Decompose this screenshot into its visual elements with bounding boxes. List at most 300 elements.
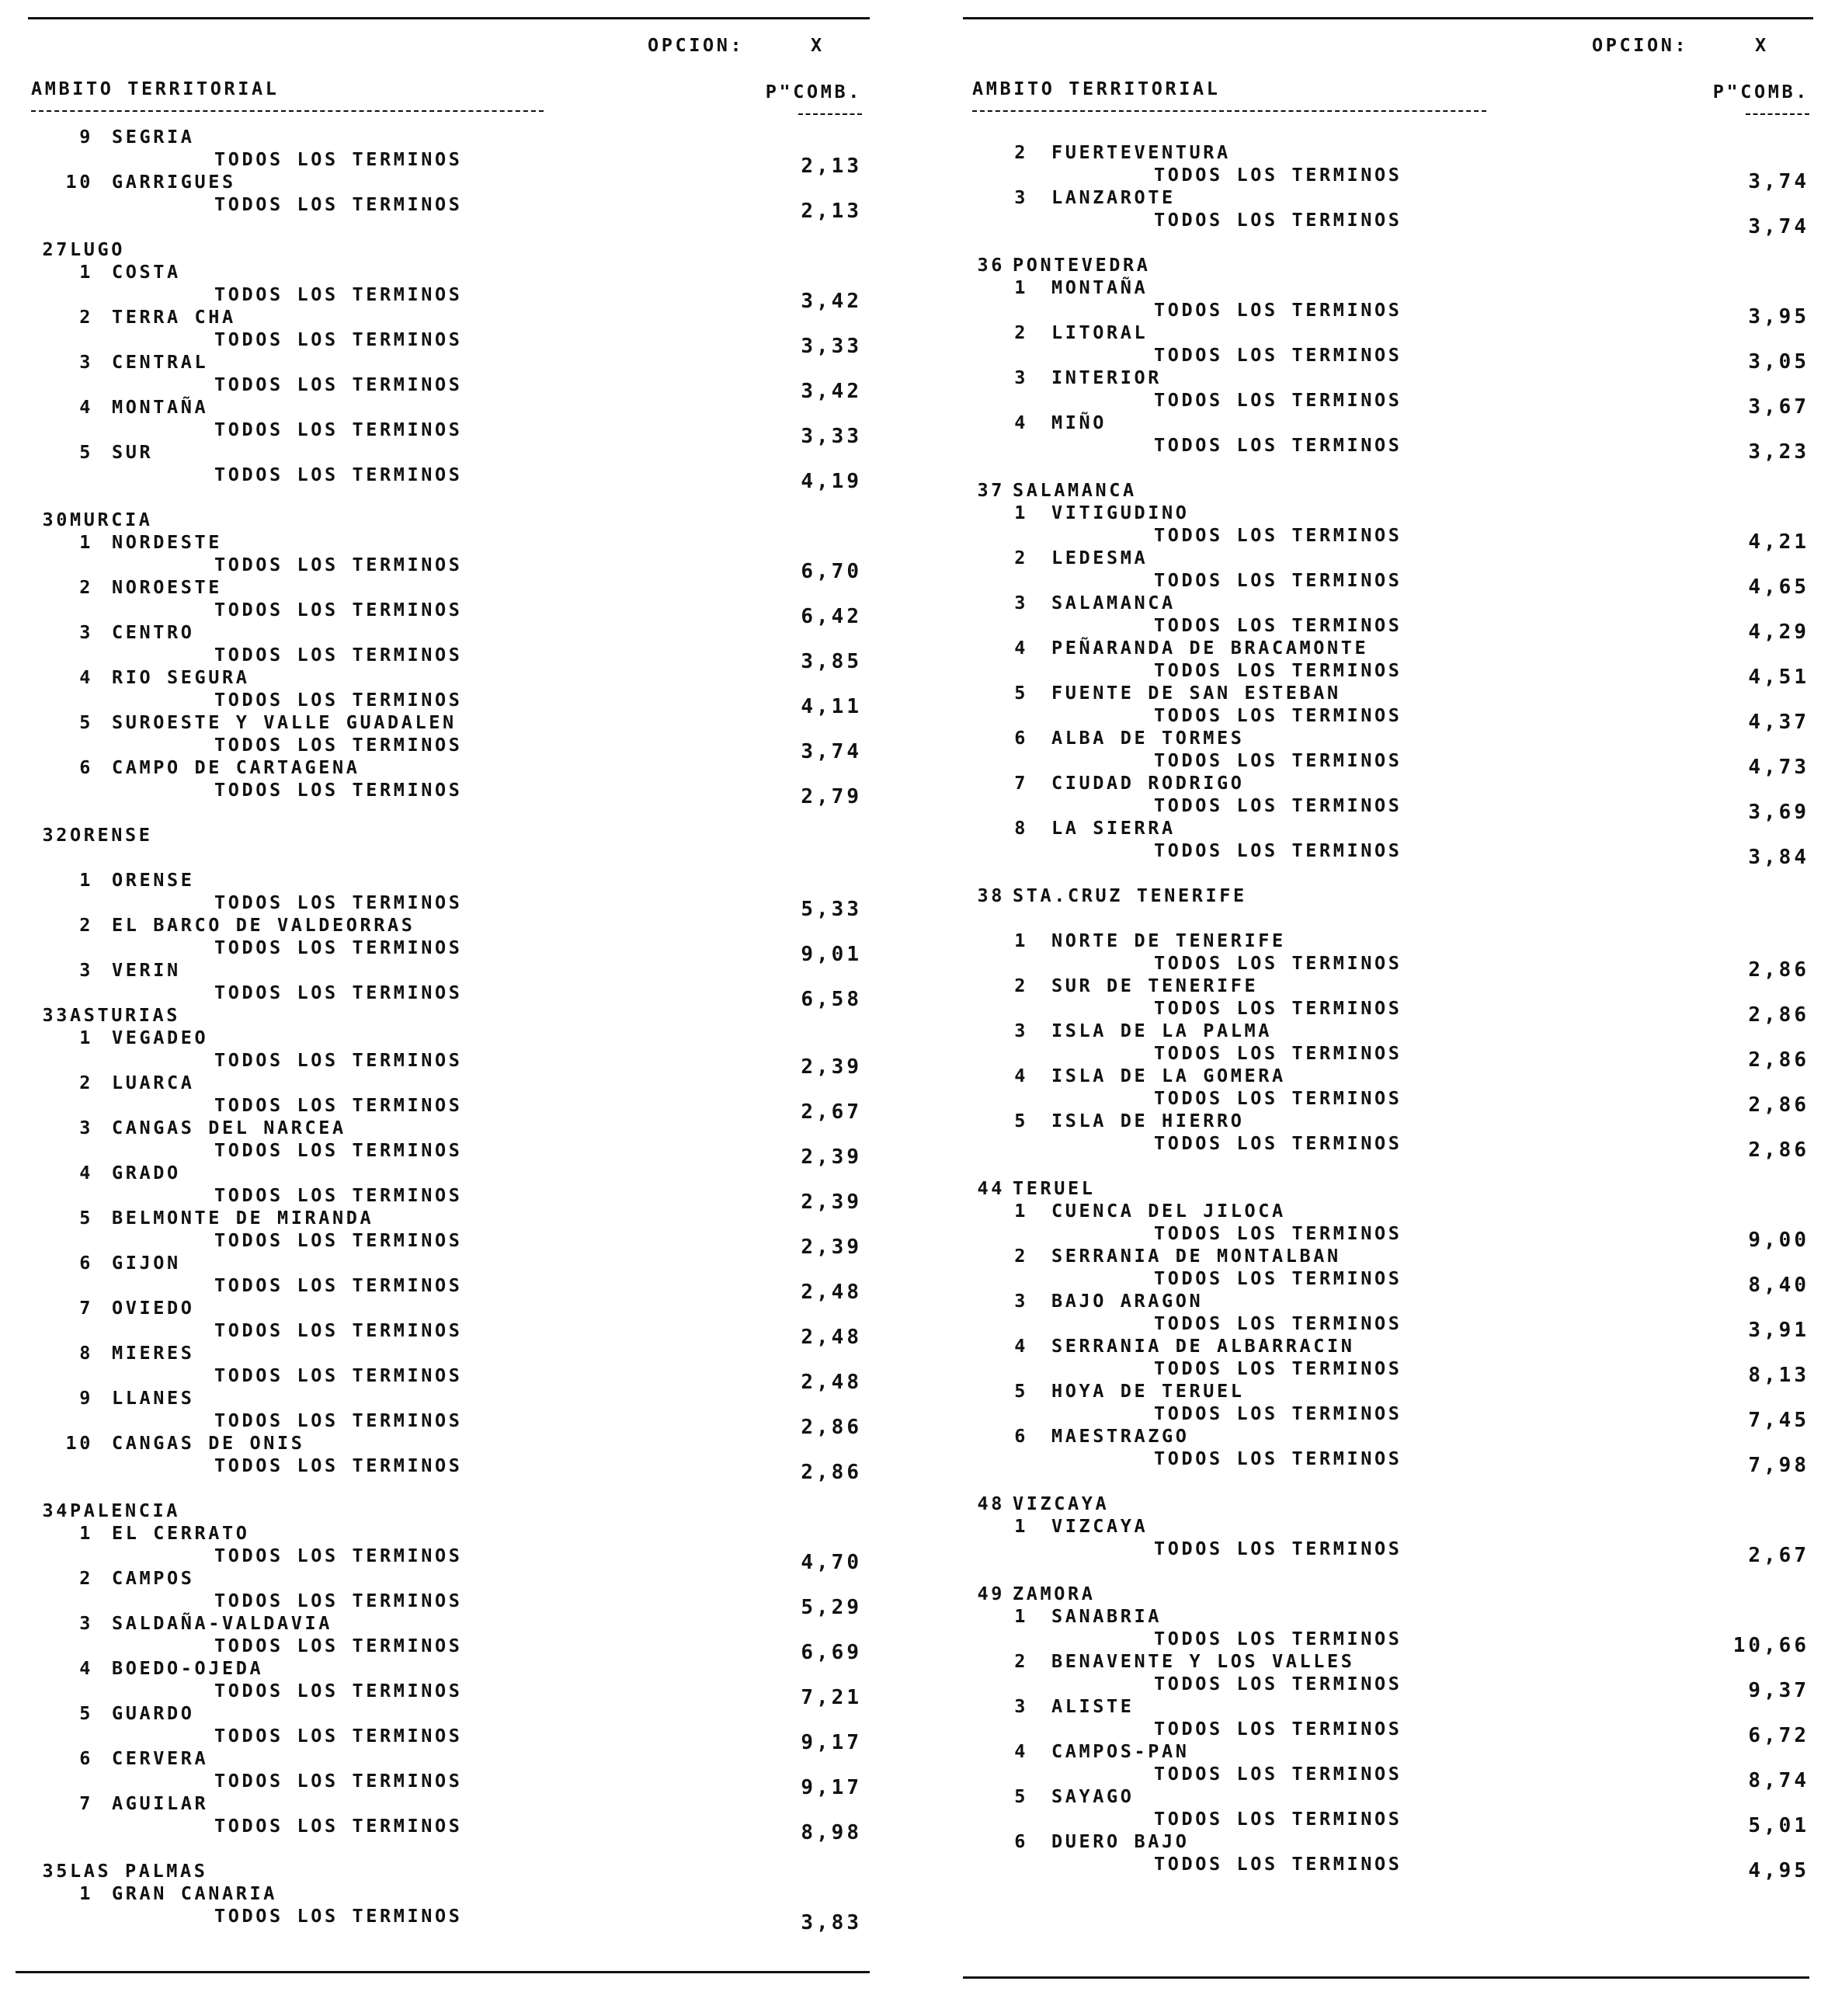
terminos-label: TODOS LOS TERMINOS — [1154, 659, 1402, 681]
comb-value: 3,85 — [801, 650, 862, 673]
comarca-number: 1 — [1014, 930, 1028, 951]
terminos-row — [947, 1853, 1817, 1882]
comarca-number: 7 — [1014, 772, 1028, 794]
comarca-name: VEGADEO — [112, 1027, 209, 1048]
comb-value: 4,95 — [1748, 1859, 1809, 1882]
comb-value: 2,13 — [801, 155, 862, 178]
terminos-label: TODOS LOS TERMINOS — [214, 1905, 463, 1927]
comarca-number: 2 — [79, 1567, 93, 1589]
province-code: 32 — [42, 824, 70, 846]
left-table-rows — [0, 126, 877, 1934]
comarca-name: GRADO — [112, 1162, 181, 1184]
comarca-number: 5 — [1014, 1380, 1028, 1402]
terminos-label: TODOS LOS TERMINOS — [214, 982, 463, 1003]
comarca-name: ISLA DE LA PALMA — [1051, 1020, 1272, 1041]
terminos-row — [947, 839, 1817, 869]
comarca-row — [0, 351, 877, 374]
comarca-name: GUARDO — [112, 1702, 195, 1724]
terminos-label: TODOS LOS TERMINOS — [214, 892, 463, 913]
terminos-label: TODOS LOS TERMINOS — [214, 554, 463, 575]
comarca-number: 6 — [1014, 1830, 1028, 1852]
terminos-label: TODOS LOS TERMINOS — [214, 1409, 463, 1431]
terminos-row — [0, 1319, 877, 1349]
comarca-name: OVIEDO — [112, 1297, 195, 1319]
province-name: SALAMANCA — [1013, 479, 1137, 501]
comb-value: 8,98 — [801, 1821, 862, 1844]
terminos-row — [0, 599, 877, 628]
province-code: 27 — [42, 238, 70, 260]
terminos-row — [0, 937, 877, 966]
right-column — [947, 0, 1817, 2016]
comarca-name: HOYA DE TERUEL — [1051, 1380, 1245, 1402]
terminos-row — [0, 1770, 877, 1799]
comarca-name: CANGAS DE ONIS — [112, 1432, 305, 1454]
terminos-row — [947, 209, 1817, 238]
province-row — [0, 238, 877, 261]
comarca-name: SANABRIA — [1051, 1605, 1162, 1627]
comarca-row — [947, 412, 1817, 434]
comarca-number: 9 — [79, 126, 93, 148]
terminos-row — [947, 659, 1817, 689]
comb-underline — [1746, 113, 1809, 115]
comarca-number: 1 — [1014, 276, 1028, 298]
ambito-underline — [31, 110, 544, 112]
comarca-number: 2 — [1014, 547, 1028, 568]
terminos-row — [947, 1673, 1817, 1702]
comb-value: 3,83 — [801, 1911, 862, 1934]
comarca-row — [947, 1740, 1817, 1763]
comarca-row — [947, 930, 1817, 952]
comarca-name: CAMPOS — [112, 1567, 195, 1589]
comarca-name: NOROESTE — [112, 576, 222, 598]
comarca-name: BELMONTE DE MIRANDA — [112, 1207, 374, 1229]
comb-value: 4,29 — [1748, 620, 1809, 644]
comb-value: 3,42 — [801, 290, 862, 313]
comb-value: 2,86 — [1748, 1048, 1809, 1072]
terminos-label: TODOS LOS TERMINOS — [1154, 389, 1402, 411]
comb-value: 4,11 — [801, 695, 862, 718]
province-name: ASTURIAS — [70, 1004, 180, 1026]
comb-value: 3,33 — [801, 425, 862, 448]
comarca-name: ISLA DE HIERRO — [1051, 1110, 1245, 1131]
province-name: STA.CRUZ TENERIFE — [1013, 885, 1247, 906]
comb-value: 2,86 — [1748, 1093, 1809, 1117]
comb-value: 6,70 — [801, 560, 862, 583]
comarca-number: 3 — [1014, 186, 1028, 208]
comarca-row — [0, 261, 877, 283]
comb-value: 3,33 — [801, 335, 862, 358]
comarca-name: ISLA DE LA GOMERA — [1051, 1065, 1286, 1086]
comarca-row — [0, 1252, 877, 1274]
comarca-number: 6 — [1014, 727, 1028, 749]
comarca-number: 2 — [1014, 1245, 1028, 1267]
right-table-rows — [947, 141, 1817, 1882]
comarca-name: SEGRIA — [112, 126, 195, 148]
terminos-row — [947, 524, 1817, 554]
terminos-row — [0, 1905, 877, 1934]
comarca-number: 7 — [79, 1792, 93, 1814]
comarca-row — [947, 186, 1817, 209]
terminos-label: TODOS LOS TERMINOS — [214, 464, 463, 485]
comarca-row — [947, 817, 1817, 839]
terminos-row — [947, 344, 1817, 374]
comb-value: 2,48 — [801, 1326, 862, 1349]
comarca-row — [0, 869, 877, 892]
comarca-number: 2 — [1014, 975, 1028, 996]
comarca-row — [947, 975, 1817, 997]
comarca-row — [947, 1785, 1817, 1808]
comarca-name: CAMPOS-PAN — [1051, 1740, 1190, 1762]
comarca-number: 5 — [79, 1702, 93, 1724]
comarca-number: 1 — [1014, 1200, 1028, 1222]
terminos-label: TODOS LOS TERMINOS — [214, 283, 463, 305]
comarca-name: VITIGUDINO — [1051, 502, 1190, 523]
comarca-number: 8 — [1014, 817, 1028, 839]
comarca-name: NORDESTE — [112, 531, 222, 553]
comarca-number: 4 — [1014, 412, 1028, 433]
comarca-row — [947, 1605, 1817, 1628]
terminos-label: TODOS LOS TERMINOS — [214, 1635, 463, 1656]
comb-value: 2,39 — [801, 1236, 862, 1259]
terminos-label: TODOS LOS TERMINOS — [214, 1364, 463, 1386]
comarca-name: CENTRAL — [112, 351, 209, 373]
terminos-row — [0, 1364, 877, 1394]
comarca-name: BENAVENTE Y LOS VALLES — [1051, 1650, 1355, 1672]
comb-value: 2,39 — [801, 1145, 862, 1169]
terminos-label: TODOS LOS TERMINOS — [1154, 1673, 1402, 1694]
province-row — [947, 1583, 1817, 1605]
terminos-row — [0, 1409, 877, 1439]
comb-value: 4,19 — [801, 470, 862, 493]
terminos-row — [0, 554, 877, 583]
comarca-number: 5 — [79, 441, 93, 463]
terminos-label: TODOS LOS TERMINOS — [214, 1815, 463, 1837]
opcion-value: X — [1755, 34, 1769, 56]
comb-value: 6,72 — [1748, 1724, 1809, 1747]
terminos-row — [947, 952, 1817, 982]
comarca-row — [947, 1200, 1817, 1222]
comarca-row — [0, 1162, 877, 1184]
comarca-number: 3 — [79, 1612, 93, 1634]
terminos-row — [0, 1815, 877, 1844]
comarca-number: 4 — [79, 396, 93, 418]
comarca-number: 1 — [79, 1882, 93, 1904]
comb-value: 3,95 — [1748, 305, 1809, 328]
comarca-name: CAMPO DE CARTAGENA — [112, 756, 360, 778]
comarca-number: 2 — [79, 1072, 93, 1093]
comb-value: 5,29 — [801, 1596, 862, 1619]
comb-value: 9,17 — [801, 1731, 862, 1754]
terminos-row — [0, 328, 877, 358]
comb-value: 5,01 — [1748, 1814, 1809, 1837]
terminos-row — [0, 419, 877, 448]
terminos-row — [947, 1222, 1817, 1252]
terminos-label: TODOS LOS TERMINOS — [214, 689, 463, 711]
terminos-row — [0, 1725, 877, 1754]
terminos-row — [0, 1590, 877, 1619]
terminos-row — [947, 1312, 1817, 1342]
terminos-label: TODOS LOS TERMINOS — [1154, 952, 1402, 974]
comb-value: 4,65 — [1748, 575, 1809, 599]
province-code: 34 — [42, 1500, 70, 1521]
terminos-label: TODOS LOS TERMINOS — [214, 1545, 463, 1566]
comb-value: 2,39 — [801, 1055, 862, 1079]
comarca-number: 1 — [1014, 1605, 1028, 1627]
comarca-name: CANGAS DEL NARCEA — [112, 1117, 346, 1138]
comarca-name: COSTA — [112, 261, 181, 283]
comarca-name: SERRANIA DE MONTALBAN — [1051, 1245, 1341, 1267]
comarca-number: 1 — [79, 869, 93, 891]
comarca-name: INTERIOR — [1051, 367, 1162, 388]
comb-value: 10,66 — [1732, 1634, 1809, 1657]
comarca-row — [0, 126, 877, 148]
top-rule — [963, 17, 1813, 19]
comb-value: 9,37 — [1748, 1679, 1809, 1702]
opcion-value: X — [811, 34, 825, 56]
comb-value: 3,67 — [1748, 395, 1809, 419]
province-code: 36 — [977, 254, 1005, 276]
comarca-name: EL CERRATO — [112, 1522, 250, 1544]
comarca-name: GRAN CANARIA — [112, 1882, 277, 1904]
comarca-number: 3 — [79, 351, 93, 373]
comarca-number: 3 — [79, 959, 93, 981]
terminos-label: TODOS LOS TERMINOS — [1154, 164, 1402, 186]
comarca-row — [0, 1027, 877, 1049]
comarca-row — [947, 592, 1817, 614]
comarca-row — [947, 1830, 1817, 1853]
comarca-name: TERRA CHA — [112, 306, 236, 328]
comarca-number: 6 — [79, 1747, 93, 1769]
province-row — [0, 824, 877, 846]
comb-value: 2,86 — [801, 1461, 862, 1484]
comarca-name: MIÑO — [1051, 412, 1107, 433]
terminos-label: TODOS LOS TERMINOS — [1154, 1628, 1402, 1649]
terminos-label: TODOS LOS TERMINOS — [214, 374, 463, 395]
comarca-number: 4 — [1014, 1065, 1028, 1086]
comarca-row — [947, 322, 1817, 344]
terminos-label: TODOS LOS TERMINOS — [214, 1139, 463, 1161]
comarca-number: 5 — [79, 711, 93, 733]
terminos-row — [947, 299, 1817, 328]
comarca-name: SALAMANCA — [1051, 592, 1176, 613]
comarca-number: 10 — [65, 1432, 93, 1454]
comb-value: 3,74 — [1748, 215, 1809, 238]
comarca-name: BAJO ARAGON — [1051, 1290, 1204, 1312]
terminos-label: TODOS LOS TERMINOS — [214, 779, 463, 801]
province-code: 49 — [977, 1583, 1005, 1604]
terminos-label: TODOS LOS TERMINOS — [214, 1094, 463, 1116]
terminos-label: TODOS LOS TERMINOS — [1154, 524, 1402, 546]
comarca-row — [947, 276, 1817, 299]
comarca-name: AGUILAR — [112, 1792, 209, 1814]
comarca-row — [0, 1387, 877, 1409]
comarca-row — [947, 1065, 1817, 1087]
terminos-row — [947, 1718, 1817, 1747]
comb-value: 4,73 — [1748, 756, 1809, 779]
comarca-number: 8 — [79, 1342, 93, 1364]
comarca-number: 4 — [79, 1657, 93, 1679]
comarca-number: 1 — [79, 531, 93, 553]
comb-value: 7,21 — [801, 1686, 862, 1709]
terminos-label: TODOS LOS TERMINOS — [1154, 1448, 1402, 1469]
terminos-row — [947, 164, 1817, 193]
comarca-number: 9 — [79, 1387, 93, 1409]
comarca-row — [0, 621, 877, 644]
terminos-label: TODOS LOS TERMINOS — [1154, 1312, 1402, 1334]
terminos-label: TODOS LOS TERMINOS — [1154, 1853, 1402, 1875]
comb-value: 5,33 — [801, 898, 862, 921]
terminos-label: TODOS LOS TERMINOS — [1154, 749, 1402, 771]
terminos-label: TODOS LOS TERMINOS — [214, 1725, 463, 1747]
comb-value: 3,84 — [1748, 846, 1809, 869]
terminos-label: TODOS LOS TERMINOS — [1154, 1718, 1402, 1740]
comarca-row — [947, 141, 1817, 164]
terminos-row — [947, 614, 1817, 644]
comarca-number: 2 — [79, 306, 93, 328]
terminos-row — [947, 1538, 1817, 1567]
terminos-label: TODOS LOS TERMINOS — [214, 148, 463, 170]
terminos-row — [947, 1628, 1817, 1657]
comarca-number: 2 — [79, 576, 93, 598]
terminos-row — [947, 569, 1817, 599]
terminos-label: TODOS LOS TERMINOS — [1154, 1222, 1402, 1244]
comb-value: 9,17 — [801, 1776, 862, 1799]
comarca-name: BOEDO-OJEDA — [112, 1657, 264, 1679]
comarca-row — [0, 441, 877, 464]
comarca-name: VIZCAYA — [1051, 1515, 1149, 1537]
comarca-name: SUR DE TENERIFE — [1051, 975, 1259, 996]
province-row — [947, 1493, 1817, 1515]
comb-value: 2,79 — [801, 785, 862, 808]
terminos-row — [947, 1267, 1817, 1297]
comarca-name: LUARCA — [112, 1072, 195, 1093]
terminos-label: TODOS LOS TERMINOS — [214, 1590, 463, 1611]
top-rule — [28, 17, 870, 19]
comb-value: 2,39 — [801, 1190, 862, 1214]
comarca-number: 5 — [1014, 1110, 1028, 1131]
comb-value: 2,67 — [801, 1100, 862, 1124]
comb-value: 9,00 — [1748, 1229, 1809, 1252]
comarca-name: CENTRO — [112, 621, 195, 643]
comarca-row — [947, 1425, 1817, 1448]
comarca-name: ORENSE — [112, 869, 195, 891]
comarca-row — [0, 1342, 877, 1364]
comarca-name: FUERTEVENTURA — [1051, 141, 1231, 163]
terminos-label: TODOS LOS TERMINOS — [1154, 434, 1402, 456]
terminos-label: TODOS LOS TERMINOS — [1154, 1042, 1402, 1064]
comarca-row — [947, 1650, 1817, 1673]
province-name: LAS PALMAS — [70, 1860, 208, 1882]
terminos-row — [947, 749, 1817, 779]
comb-value: 3,69 — [1748, 801, 1809, 824]
terminos-label: TODOS LOS TERMINOS — [214, 1049, 463, 1071]
opcion-header — [1592, 34, 1769, 56]
terminos-row — [947, 1042, 1817, 1072]
comb-underline — [798, 113, 862, 115]
comb-value: 3,05 — [1748, 350, 1809, 374]
province-row — [947, 1177, 1817, 1200]
comarca-row — [0, 396, 877, 419]
terminos-row — [0, 1274, 877, 1304]
comarca-name: ALISTE — [1051, 1695, 1135, 1717]
comarca-name: CUENCA DEL JILOCA — [1051, 1200, 1286, 1222]
comb-value: 2,86 — [1748, 1003, 1809, 1027]
comarca-name: SUROESTE Y VALLE GUADALEN — [112, 711, 457, 733]
province-name: LUGO — [70, 238, 125, 260]
comarca-row — [0, 1792, 877, 1815]
province-name: ORENSE — [70, 824, 153, 846]
terminos-label: TODOS LOS TERMINOS — [214, 1680, 463, 1701]
province-row — [0, 1860, 877, 1882]
comb-value: 4,51 — [1748, 666, 1809, 689]
terminos-label: TODOS LOS TERMINOS — [1154, 1087, 1402, 1109]
comarca-number: 5 — [1014, 1785, 1028, 1807]
comarca-number: 3 — [1014, 1020, 1028, 1041]
terminos-row — [0, 148, 877, 178]
terminos-label: TODOS LOS TERMINOS — [214, 328, 463, 350]
province-code: 38 — [977, 885, 1005, 906]
terminos-row — [0, 1049, 877, 1079]
comarca-row — [0, 1747, 877, 1770]
terminos-row — [0, 374, 877, 403]
province-name: TERUEL — [1013, 1177, 1096, 1199]
terminos-label: TODOS LOS TERMINOS — [214, 1455, 463, 1476]
comarca-number: 2 — [1014, 141, 1028, 163]
terminos-label: TODOS LOS TERMINOS — [1154, 1403, 1402, 1424]
terminos-label: TODOS LOS TERMINOS — [1154, 997, 1402, 1019]
terminos-row — [0, 734, 877, 763]
terminos-row — [0, 1635, 877, 1664]
comarca-row — [947, 1290, 1817, 1312]
comb-value: 3,74 — [801, 740, 862, 763]
terminos-row — [0, 193, 877, 223]
terminos-row — [0, 1545, 877, 1574]
comarca-number: 3 — [1014, 1290, 1028, 1312]
comb-value: 6,58 — [801, 988, 862, 1011]
terminos-label: TODOS LOS TERMINOS — [214, 1770, 463, 1792]
comb-value: 8,74 — [1748, 1769, 1809, 1792]
comarca-number: 3 — [79, 1117, 93, 1138]
comarca-row — [0, 306, 877, 328]
comarca-row — [0, 1117, 877, 1139]
terminos-label: TODOS LOS TERMINOS — [1154, 1763, 1402, 1785]
comarca-name: RIO SEGURA — [112, 666, 250, 688]
terminos-row — [947, 997, 1817, 1027]
comarca-row — [0, 531, 877, 554]
comb-heading: P"COMB. — [1712, 81, 1809, 103]
comarca-name: PEÑARANDA DE BRACAMONTE — [1051, 637, 1369, 659]
ambito-territorial-heading: AMBITO TERRITORIAL — [972, 78, 1221, 99]
terminos-label: TODOS LOS TERMINOS — [1154, 794, 1402, 816]
comarca-row — [0, 959, 877, 982]
province-row — [0, 1004, 877, 1027]
comarca-number: 10 — [65, 171, 93, 193]
province-name: PALENCIA — [70, 1500, 180, 1521]
province-code: 30 — [42, 509, 70, 530]
terminos-row — [947, 389, 1817, 419]
bottom-rule — [963, 1976, 1809, 1979]
comarca-row — [0, 666, 877, 689]
terminos-row — [0, 982, 877, 1011]
comarca-number: 6 — [1014, 1425, 1028, 1447]
terminos-label: TODOS LOS TERMINOS — [1154, 1132, 1402, 1154]
province-name: ZAMORA — [1013, 1583, 1096, 1604]
comarca-row — [947, 1335, 1817, 1357]
comarca-row — [947, 1380, 1817, 1403]
comb-value: 6,42 — [801, 605, 862, 628]
comarca-row — [0, 1297, 877, 1319]
terminos-row — [947, 1087, 1817, 1117]
